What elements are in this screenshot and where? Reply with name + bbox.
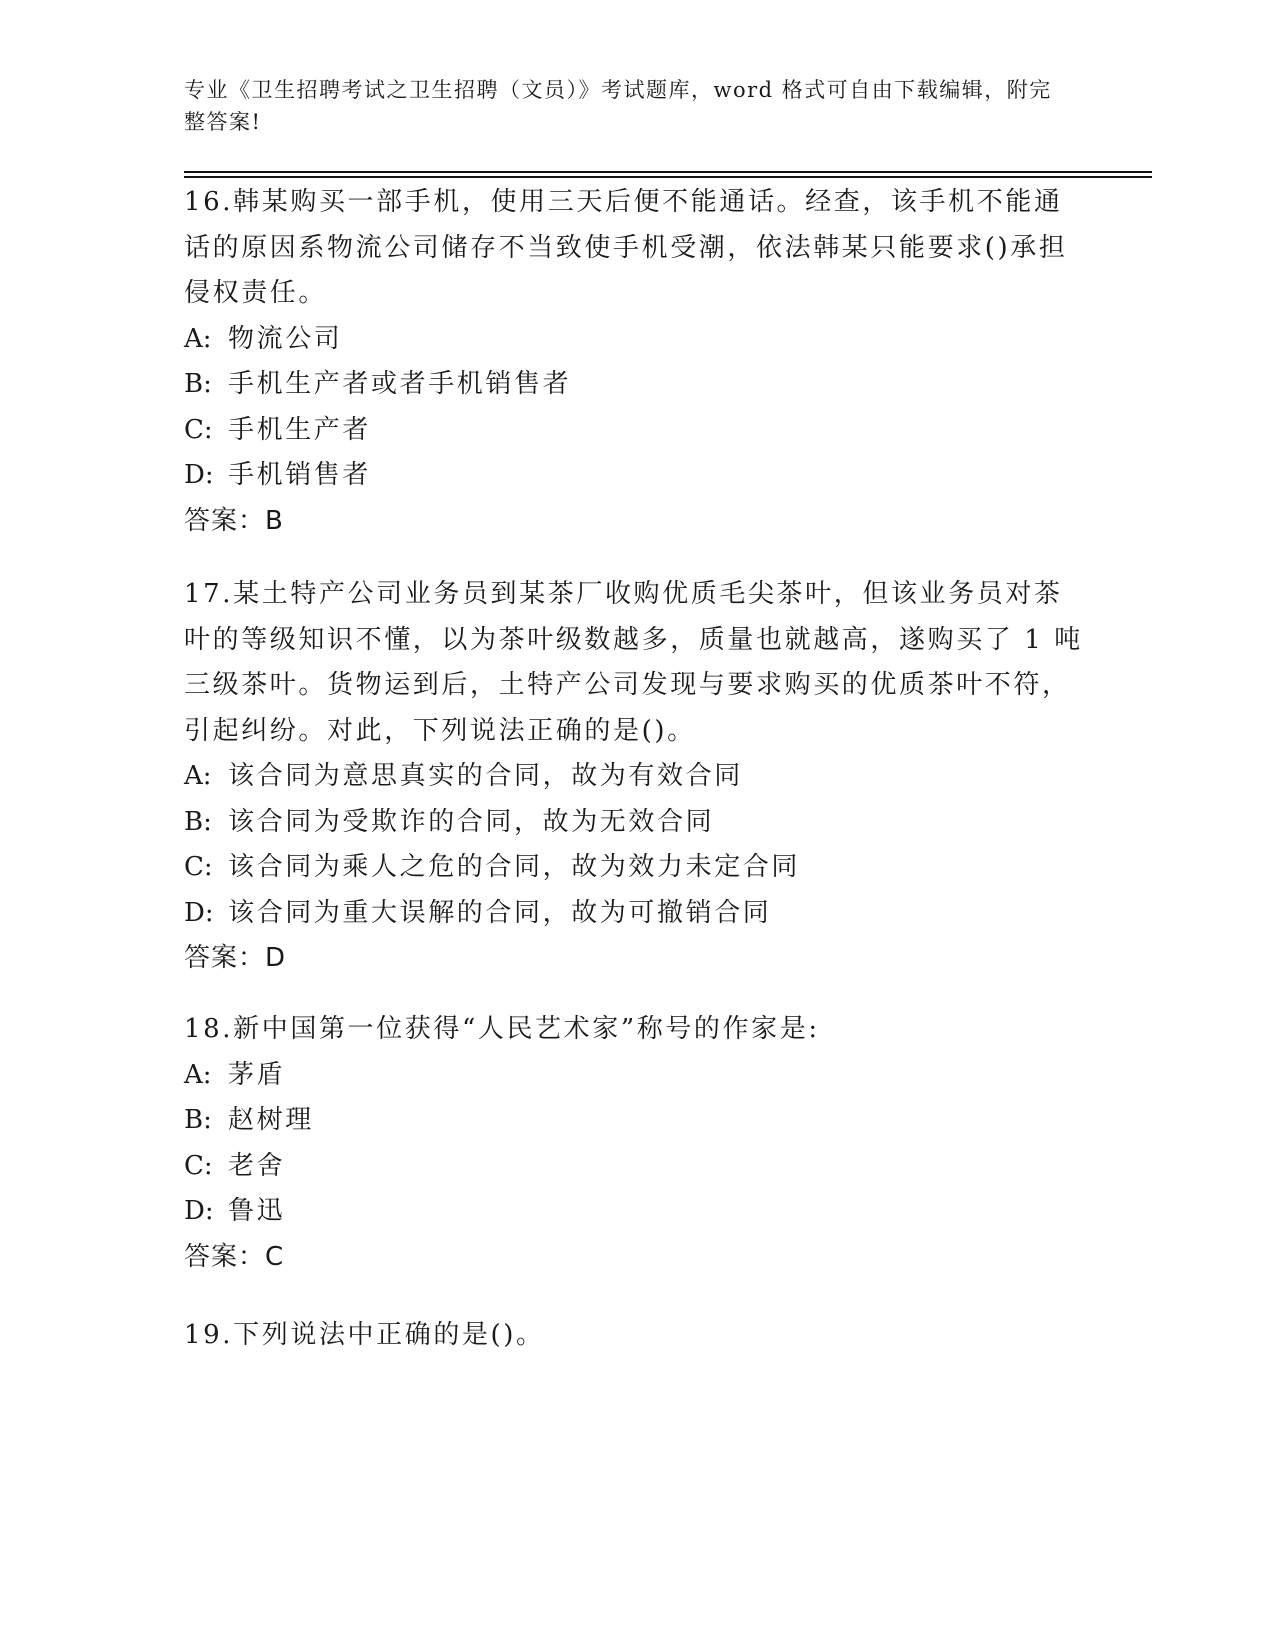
question-19 [184,1313,1084,1359]
option-text: 手机生产者 [228,414,372,445]
option-key: C: [184,414,213,445]
option-text: 该合同为受欺诈的合同，故为无效合同 [228,806,715,837]
option-d [184,891,1084,937]
option-text: 茅盾 [228,1059,286,1090]
option-key: C: [184,1150,213,1181]
document-header: 专业《卫生招聘考试之卫生招聘（文员）》考试题库，word 格式可自由下载编辑，附完整答案! [184,78,1052,134]
question-stem: 16.韩某购买一部手机，使用三天后便不能通话。经查，该手机不能通话的原因系物流公司储存不当致使手机受潮，依法韩某只能要求()承担侵权责任。 [184,187,1068,308]
option-b [184,1098,1084,1144]
answer-line: 答案：B [184,505,284,536]
option-key: A: [184,1059,212,1090]
option-key: B: [184,369,212,399]
answer-line: 答案：D [184,943,287,973]
option-text: 手机销售者 [228,460,372,490]
question-stem: 17.某土特产公司业务员到某茶厂收购优质毛尖茶叶，但该业务员对茶叶的等级知识不懂，以为茶叶级数越多，质量也就越高，遂购买了 1 吨三级茶叶。货物运到后，土特产公司发现与要求购买的优质茶叶不符，引起纠纷。对此，下列说法正确的是()。 [184,579,1083,746]
question-17 [184,572,1084,982]
option-text: 老舍 [228,1150,286,1181]
option-key: D: [184,897,214,928]
question-18 [184,1007,1084,1280]
option-text: 该合同为意思真实的合同，故为有效合同 [228,761,743,791]
option-text: 手机生产者或者手机销售者 [228,369,572,399]
option-key: A: [184,761,212,791]
option-text: 该合同为乘人之危的合同，故为效力未定合同 [228,852,801,882]
option-b [184,800,1084,846]
option-c [184,408,1084,454]
option-d [184,453,1084,499]
question-16 [184,180,1084,544]
option-key: D: [184,460,214,490]
option-text: 鲁迅 [228,1196,286,1226]
option-key: A: [184,323,212,354]
option-c [184,845,1084,891]
answer-line: 答案：C [184,1241,285,1272]
question-stem: 19.下列说法中正确的是()。 [184,1320,545,1350]
option-a [184,1053,1084,1099]
option-b [184,362,1084,408]
option-a [184,754,1084,800]
option-key: B: [184,806,212,837]
option-a [184,317,1084,363]
option-text: 赵树理 [228,1105,314,1135]
header-rule-top [184,171,1152,173]
option-key: D: [184,1196,214,1226]
option-d [184,1189,1084,1235]
option-key: C: [184,852,213,882]
option-key: B: [184,1105,212,1135]
question-stem: 18.新中国第一位获得“人民艺术家”称号的作家是: [184,1014,820,1044]
option-text: 物流公司 [228,323,343,354]
option-c [184,1144,1084,1190]
option-text: 该合同为重大误解的合同，故为可撤销合同 [228,897,772,928]
header-rule-bottom [184,176,1152,178]
